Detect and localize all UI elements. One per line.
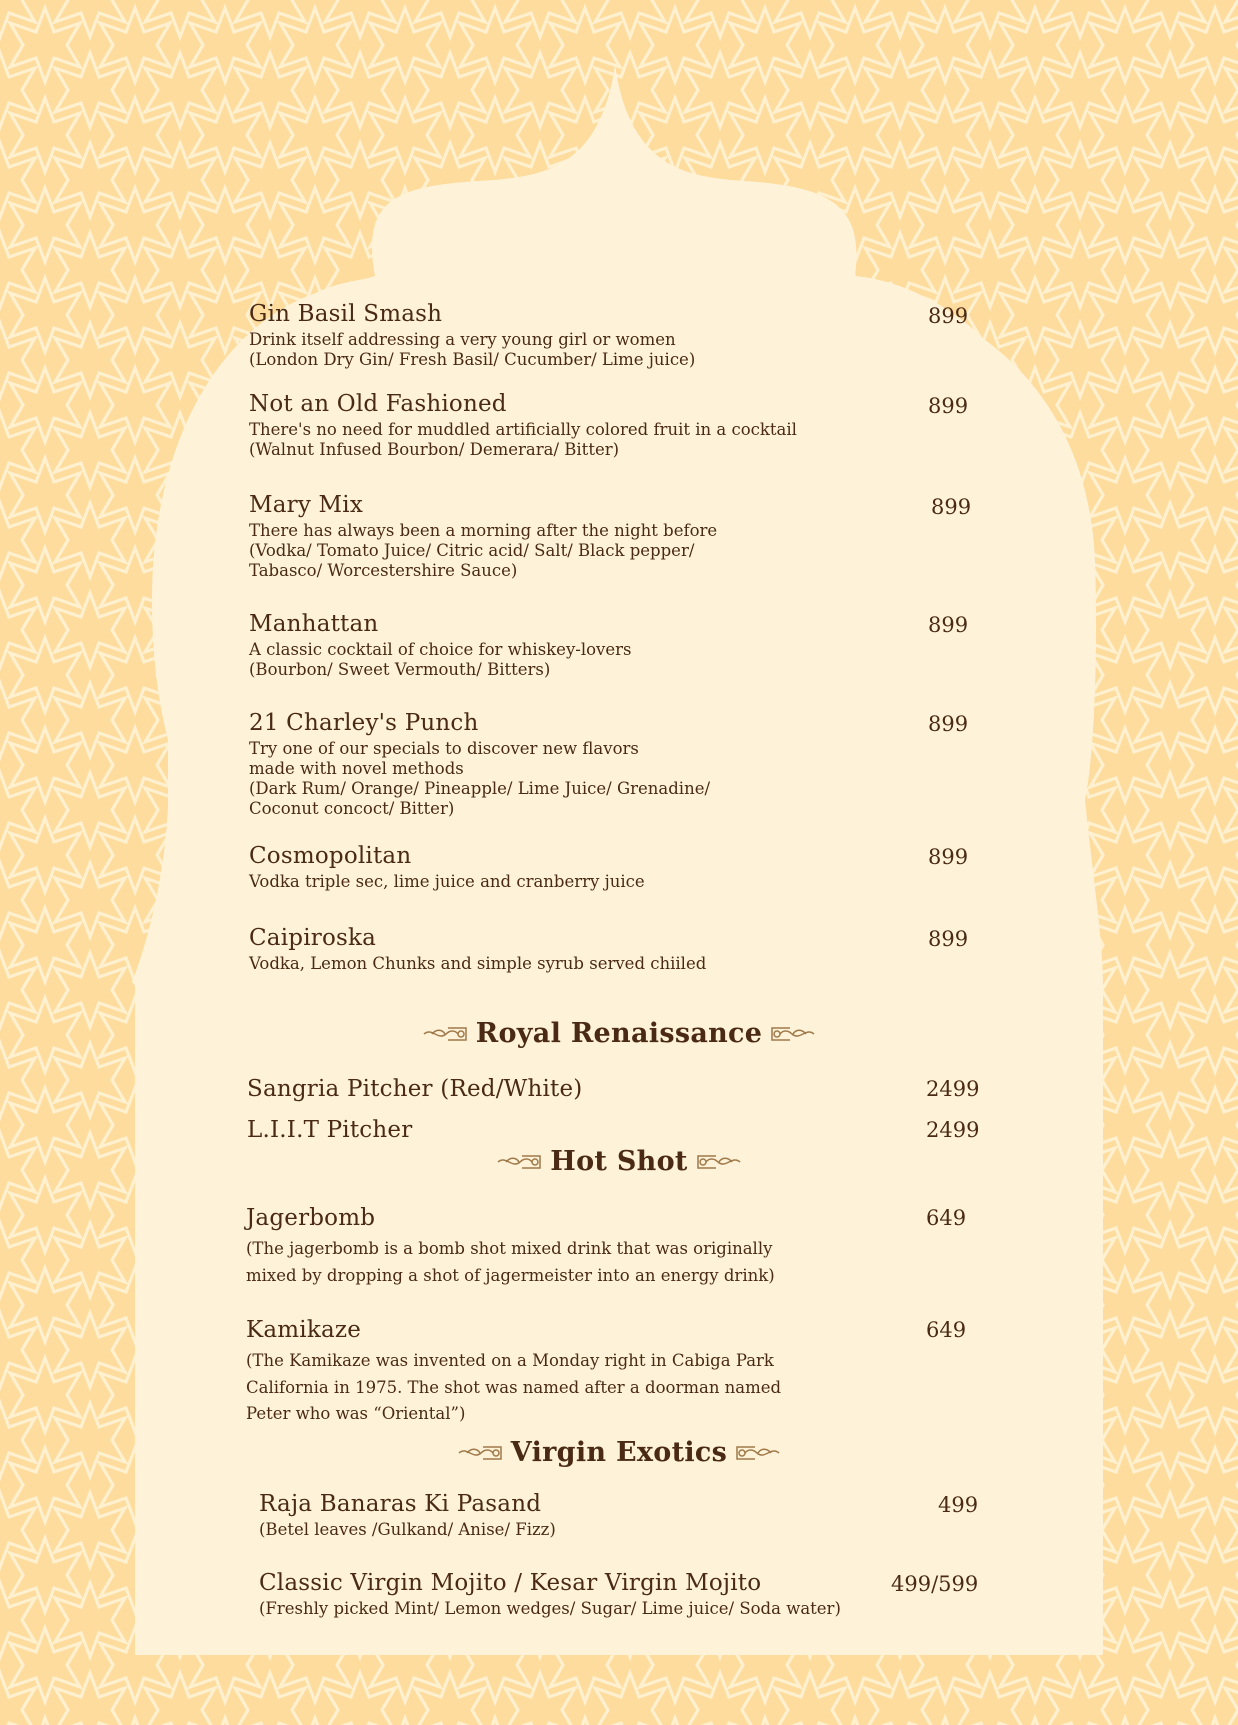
item-description: (Freshly picked Mint/ Lemon wedges/ Sugar/ Lime juice/ Soda water) bbox=[259, 1599, 841, 1618]
item-price: 899 bbox=[928, 613, 969, 637]
item-description: (The jagerbomb is a bomb shot mixed drink that was originally mixed by dropping a shot of jagermeister into an energy drink) bbox=[246, 1239, 775, 1285]
item-name: Jagerbomb bbox=[246, 1205, 376, 1231]
flourish-right-icon bbox=[735, 1443, 781, 1463]
item-price: 2499 bbox=[926, 1118, 980, 1142]
item-price: 499/599 bbox=[891, 1572, 979, 1596]
item-price: 899 bbox=[928, 394, 969, 418]
item-name: Caipiroska bbox=[249, 925, 377, 951]
item-price: 899 bbox=[928, 304, 969, 328]
menu-item bbox=[247, 1075, 582, 1103]
item-price: 899 bbox=[928, 712, 969, 736]
flourish-left-icon bbox=[457, 1443, 503, 1463]
item-name: Classic Virgin Mojito / Kesar Virgin Mojito bbox=[259, 1570, 762, 1596]
item-name: 21 Charley's Punch bbox=[249, 710, 479, 736]
menu-item bbox=[259, 1569, 841, 1619]
menu-item bbox=[249, 491, 717, 581]
menu-item bbox=[249, 610, 632, 680]
item-price: 499 bbox=[938, 1493, 979, 1517]
item-name: Manhattan bbox=[249, 611, 379, 637]
item-price: 899 bbox=[931, 495, 972, 519]
item-description: A classic cocktail of choice for whiskey-lovers (Bourbon/ Sweet Vermouth/ Bitters) bbox=[249, 640, 632, 679]
item-price: 649 bbox=[926, 1206, 967, 1230]
item-price: 2499 bbox=[926, 1077, 980, 1101]
item-description: Vodka, Lemon Chunks and simple syrub served chiiled bbox=[249, 954, 707, 973]
menu-item bbox=[249, 709, 710, 819]
menu-item bbox=[249, 390, 797, 460]
item-description: (The Kamikaze was invented on a Monday right in Cabiga Park California in 1975. The shot was named after a doorman named Peter who was “Oriental”) bbox=[246, 1351, 782, 1423]
item-description: (Betel leaves /Gulkand/ Anise/ Fizz) bbox=[259, 1520, 556, 1539]
section-heading-royal-renaissance bbox=[0, 1018, 1238, 1049]
item-name: Raja Banaras Ki Pasand bbox=[259, 1491, 542, 1517]
section-title: Virgin Exotics bbox=[510, 1437, 728, 1468]
item-name: Mary Mix bbox=[249, 492, 364, 518]
item-name: Not an Old Fashioned bbox=[249, 391, 507, 417]
flourish-right-icon bbox=[770, 1024, 816, 1044]
flourish-right-icon bbox=[696, 1152, 742, 1172]
flourish-left-icon bbox=[496, 1152, 542, 1172]
item-description: There has always been a morning after the night before (Vodka/ Tomato Juice/ Citric acid/ Salt/ Black pepper/ Tabasco/ Worcestershire Sauce) bbox=[249, 521, 718, 580]
menu-item bbox=[249, 924, 706, 974]
item-description: Try one of our specials to discover new flavors made with novel methods (Dark Rum/ Orange/ Pineapple/ Lime Juice/ Grenadine/ Coconut concoct/ Bitter) bbox=[249, 739, 711, 818]
menu-item bbox=[249, 842, 645, 892]
item-price: 649 bbox=[926, 1318, 967, 1342]
menu-item bbox=[246, 1204, 775, 1289]
section-heading-hot-shot bbox=[0, 1146, 1238, 1177]
item-name: Sangria Pitcher (Red/White) bbox=[247, 1076, 583, 1102]
section-title: Hot Shot bbox=[550, 1146, 688, 1177]
item-price: 899 bbox=[928, 845, 969, 869]
item-description: Drink itself addressing a very young girl or women (London Dry Gin/ Fresh Basil/ Cucumber/ Lime juice) bbox=[249, 330, 696, 369]
item-price: 899 bbox=[928, 927, 969, 951]
menu-item bbox=[249, 300, 695, 370]
item-name: L.I.I.T Pitcher bbox=[247, 1117, 413, 1143]
section-title: Royal Renaissance bbox=[475, 1018, 763, 1049]
item-name: Gin Basil Smash bbox=[249, 301, 443, 327]
menu-item bbox=[247, 1116, 412, 1144]
item-name: Kamikaze bbox=[246, 1317, 362, 1343]
item-description: There's no need for muddled artificially colored fruit in a cocktail (Walnut Infused Bourbon/ Demerara/ Bitter) bbox=[249, 420, 797, 459]
item-description: Vodka triple sec, lime juice and cranberry juice bbox=[249, 872, 645, 891]
section-heading-virgin-exotics bbox=[0, 1437, 1238, 1468]
menu-item bbox=[259, 1490, 556, 1540]
item-name: Cosmopolitan bbox=[249, 843, 412, 869]
menu-item bbox=[246, 1316, 781, 1428]
flourish-left-icon bbox=[422, 1024, 468, 1044]
